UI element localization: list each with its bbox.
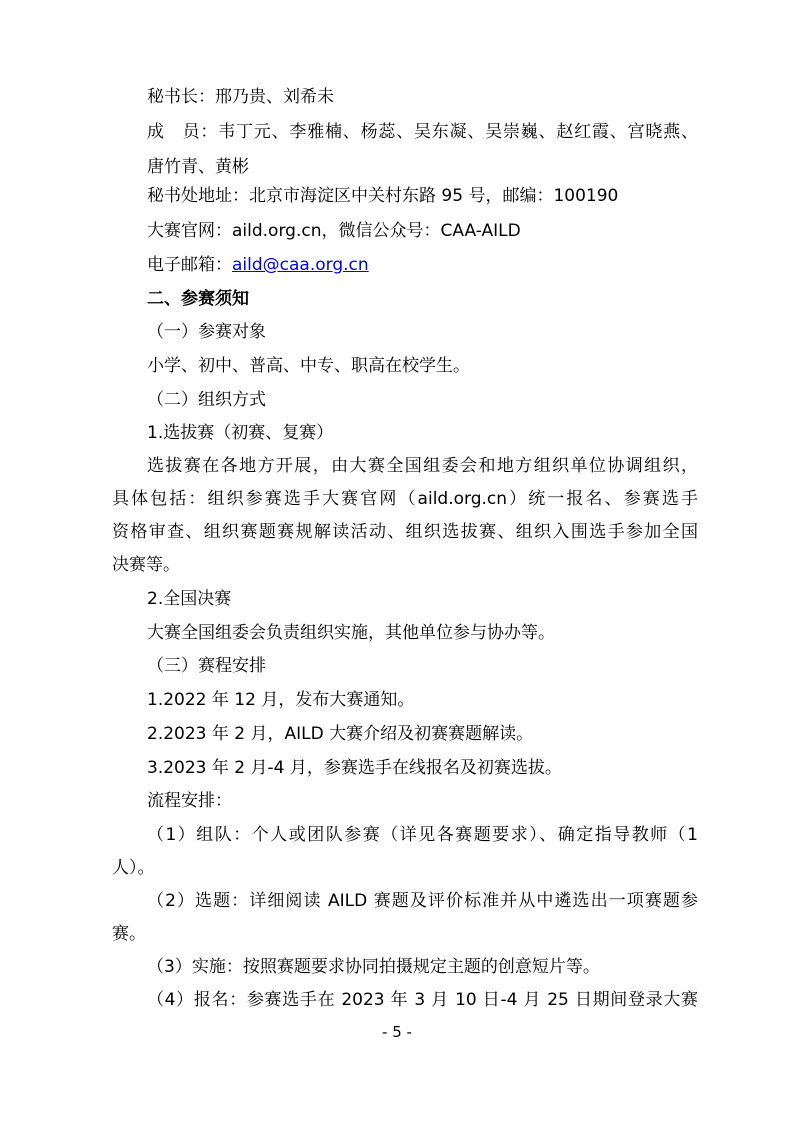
subheading-organization: （二）组织方式 xyxy=(147,390,266,410)
item-national-final: 2.全国决赛 xyxy=(147,589,232,609)
target-text: 小学、初中、普高、中专、职高在校学生。 xyxy=(147,356,470,376)
page-number: - 5 - xyxy=(382,1023,412,1041)
secretariat-address: 秘书处地址：北京市海淀区中关村东路 95 号，邮编：100190 xyxy=(147,186,619,206)
subheading-schedule: （三）赛程安排 xyxy=(147,656,266,676)
section-heading: 二、参赛须知 xyxy=(147,289,249,309)
flow-step-3: （3）实施：按照赛题要求协同拍摄规定主题的创意短片等。 xyxy=(147,957,600,977)
para-national-final: 大赛全国组委会负责组织实施，其他单位参与协办等。 xyxy=(147,623,555,643)
para-selection-line-3: 资格审查、组织赛题赛规解读活动、组织选拔赛、组织入围选手参加全国 xyxy=(112,522,698,542)
para-selection-line-4: 决赛等。 xyxy=(112,555,180,575)
members-line-2: 唐竹青、黄彬 xyxy=(147,157,249,177)
email-link[interactable]: aild@caa.org.cn xyxy=(232,255,369,275)
secretary-general: 秘书长：邢乃贵、刘希未 xyxy=(147,87,334,107)
email-label: 电子邮箱： xyxy=(147,255,232,275)
item-selection-contest: 1.选拔赛（初赛、复赛） xyxy=(147,423,334,443)
subheading-target: （一）参赛对象 xyxy=(147,322,266,342)
schedule-item-3: 3.2023 年 2 月-4 月，参赛选手在线报名及初赛选拔。 xyxy=(147,758,562,778)
email-line xyxy=(147,255,369,275)
schedule-item-1: 1.2022 年 12 月，发布大赛通知。 xyxy=(147,690,415,710)
website-wechat: 大赛官网：aild.org.cn，微信公众号：CAA-AILD xyxy=(147,221,521,241)
schedule-item-2: 2.2023 年 2 月，AILD 大赛介绍及初赛赛题解读。 xyxy=(147,724,534,744)
flow-step-1-line-1: （1）组队：个人或团队参赛（详见各赛题要求）、确定指导教师（1 xyxy=(147,825,698,845)
members-line-1: 成 员：韦丁元、李雅楠、杨蕊、吴东凝、吴崇巍、赵红霞、宫晓燕、 xyxy=(147,122,698,142)
flow-title: 流程安排： xyxy=(147,791,232,811)
para-selection-line-2: 具体包括：组织参赛选手大赛官网（aild.org.cn）统一报名、参赛选手 xyxy=(112,489,698,509)
flow-step-2-line-2: 赛。 xyxy=(112,924,146,944)
flow-step-4: （4）报名：参赛选手在 2023 年 3 月 10 日-4 月 25 日期间登录大赛 xyxy=(147,990,698,1010)
flow-step-1-line-2: 人）。 xyxy=(112,858,155,878)
flow-step-2-line-1: （2）选题：详细阅读 AILD 赛题及评价标准并从中遴选出一项赛题参 xyxy=(147,891,698,911)
para-selection-line-1: 选拔赛在各地方开展，由大赛全国组委会和地方组织单位协调组织， xyxy=(147,456,698,476)
